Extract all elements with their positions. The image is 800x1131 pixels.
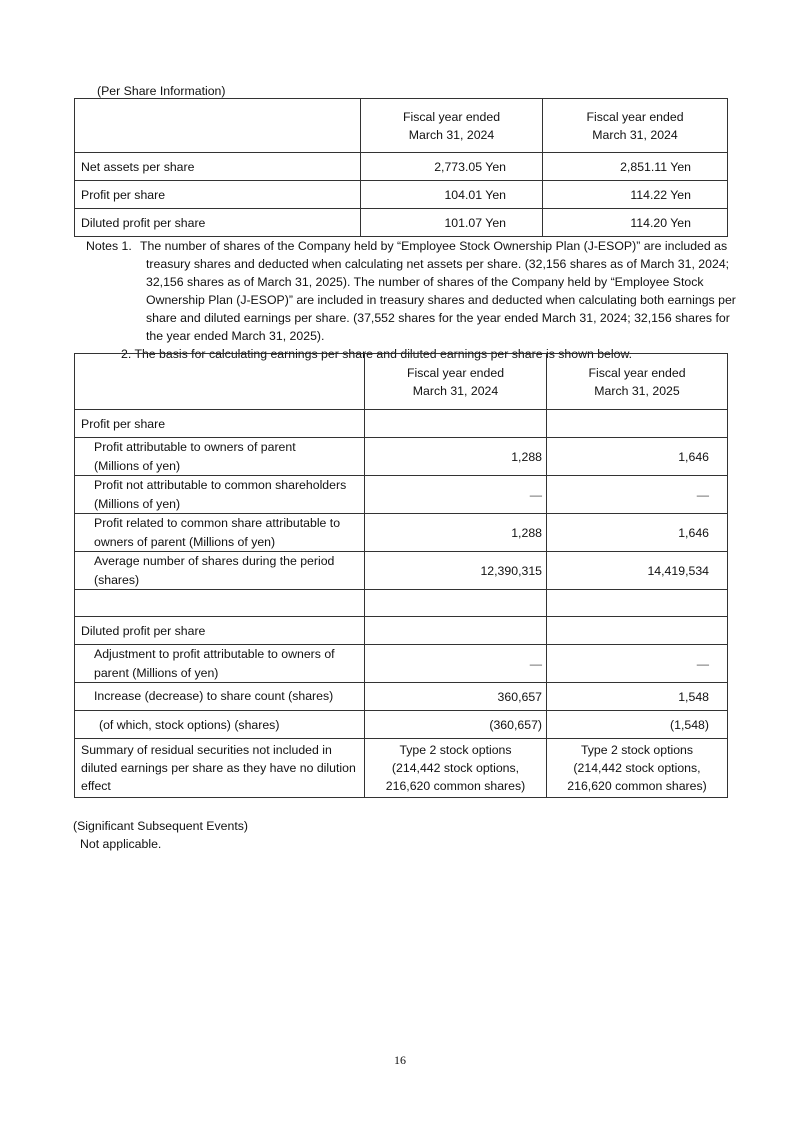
cell-value: (360,657) <box>365 711 547 739</box>
table-row <box>75 153 728 181</box>
column-header: Fiscal year ended March 31, 2024 <box>365 354 547 410</box>
table-row <box>75 514 728 552</box>
note-line: The number of shares of the Company held by “Employee Stock Ownership Plan (J-ESOP)” are included as <box>140 239 728 253</box>
row-label: Net assets per share <box>75 153 361 181</box>
group-header-profit: Profit per share <box>75 410 365 438</box>
cell-value: 104.01 Yen <box>361 181 543 209</box>
subsequent-body: Not applicable. <box>80 837 162 851</box>
cell-value: 1,646 <box>547 438 728 476</box>
table-row <box>75 181 728 209</box>
notes <box>86 237 746 363</box>
table-header-row <box>75 354 728 410</box>
table-row <box>75 711 728 739</box>
table-row <box>75 683 728 711</box>
header-blank-cell <box>75 354 365 410</box>
table-row <box>75 438 728 476</box>
section-title-per-share: (Per Share Information) <box>97 84 226 98</box>
cell-value: — <box>547 645 728 683</box>
table-header-row <box>75 99 728 153</box>
row-label: Profit related to common share attributable to owners of parent (Millions of yen) <box>75 514 365 552</box>
cell-value: — <box>547 476 728 514</box>
cell-value: 2,773.05 Yen <box>361 153 543 181</box>
table-row <box>75 410 728 438</box>
cell-value: 1,646 <box>547 514 728 552</box>
page-number: 16 <box>394 1053 406 1067</box>
note-line: the year ended March 31, 2025). <box>146 329 325 343</box>
cell-value: 2,851.11 Yen <box>543 153 728 181</box>
row-label: Average number of shares during the period (shares) <box>75 552 365 590</box>
table-row <box>75 617 728 645</box>
cell-value: Type 2 stock options (214,442 stock options, 216,620 common shares) <box>365 739 547 798</box>
note-number: Notes 1. <box>86 239 132 253</box>
table-row <box>75 552 728 590</box>
column-header: Fiscal year ended March 31, 2024 <box>361 99 543 153</box>
cell-value: — <box>365 476 547 514</box>
eps-basis-table <box>74 353 728 798</box>
cell-value: 14,419,534 <box>547 552 728 590</box>
table-row <box>75 476 728 514</box>
group-header-diluted: Diluted profit per share <box>75 617 365 645</box>
note-line: share and diluted earnings per share. (37,552 shares for the year ended March 31, 2024; 32,156 shares for <box>146 311 730 325</box>
cell-value: 1,548 <box>547 683 728 711</box>
row-label: Summary of residual securities not included in diluted earnings per share as they have no dilution effect <box>75 739 365 798</box>
header-blank-cell <box>75 99 361 153</box>
table-row <box>75 209 728 237</box>
note-2: 2. The basis for calculating earnings per share and diluted earnings per share is shown below. <box>121 347 633 361</box>
cell-value: (1,548) <box>547 711 728 739</box>
note-line: Ownership Plan (J-ESOP)” are included in treasury shares and deducted when calculating both earnings per <box>146 293 736 307</box>
cell-value: 114.20 Yen <box>543 209 728 237</box>
row-label: (of which, stock options) (shares) <box>75 711 365 739</box>
table-row-blank <box>75 590 728 617</box>
note-line: treasury shares and deducted when calculating net assets per share. (32,156 shares as of March 31, 2024; <box>146 257 730 271</box>
cell-value: 101.07 Yen <box>361 209 543 237</box>
section-title-subsequent: (Significant Subsequent Events) <box>73 819 248 833</box>
row-label: Diluted profit per share <box>75 209 361 237</box>
cell-value: 114.22 Yen <box>543 181 728 209</box>
cell-value: 12,390,315 <box>365 552 547 590</box>
table-row <box>75 739 728 798</box>
row-label: Profit not attributable to common shareholders (Millions of yen) <box>75 476 365 514</box>
column-header: Fiscal year ended March 31, 2025 <box>547 354 728 410</box>
row-label: Profit attributable to owners of parent (Millions of yen) <box>75 438 365 476</box>
cell-value: — <box>365 645 547 683</box>
per-share-table <box>74 98 728 237</box>
note-line: 32,156 shares as of March 31, 2025). The number of shares of the Company held by “Employee Stock <box>146 275 704 289</box>
row-label: Profit per share <box>75 181 361 209</box>
note-1 <box>86 237 746 345</box>
row-label: Adjustment to profit attributable to owners of parent (Millions of yen) <box>75 645 365 683</box>
cell-value: 360,657 <box>365 683 547 711</box>
table-row <box>75 645 728 683</box>
row-label: Increase (decrease) to share count (shares) <box>75 683 365 711</box>
column-header: Fiscal year ended March 31, 2024 <box>543 99 728 153</box>
cell-value: Type 2 stock options (214,442 stock options, 216,620 common shares) <box>547 739 728 798</box>
cell-value: 1,288 <box>365 514 547 552</box>
cell-value: 1,288 <box>365 438 547 476</box>
